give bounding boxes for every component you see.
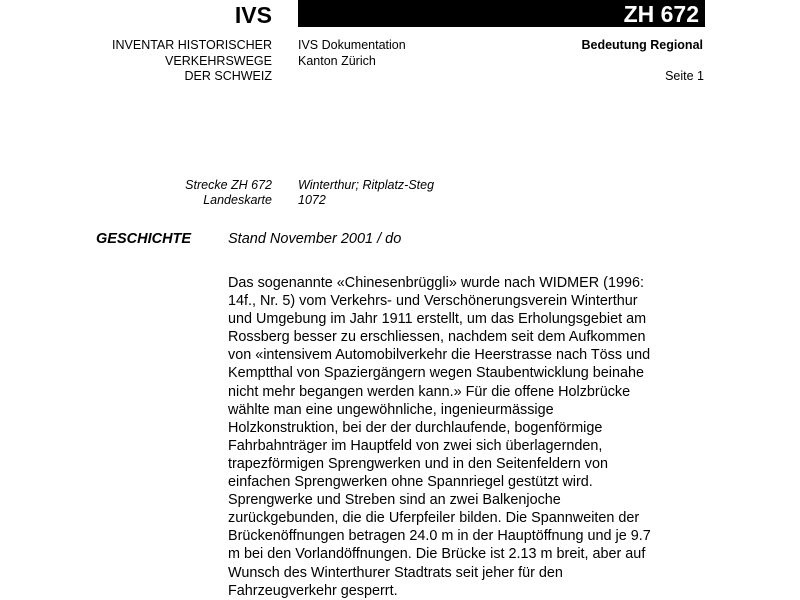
ivs-logo-text: IVS <box>234 2 272 28</box>
body-line: zurückgebunden, die die Uferpfeiler bilden. Die Spannweiten der <box>228 510 640 527</box>
page-number: Seite 1 <box>665 69 704 83</box>
documentation-label: IVS Dokumentation <box>298 38 406 52</box>
significance-label: Bedeutung Regional <box>581 38 703 52</box>
route-meta-values <box>298 178 434 208</box>
landeskarte-value: 1072 <box>298 193 326 207</box>
body-line: 14f., Nr. 5) vom Verkehrs- und Verschönerungsverein Winterthur <box>228 293 638 310</box>
inventar-line: INVENTAR HISTORISCHER <box>112 38 272 52</box>
landeskarte-label: Landeskarte <box>203 193 272 207</box>
body-line: Holzkonstruktion, bei der der durchlaufende, bogenförmige <box>228 419 603 436</box>
body-line: und Umgebung im Jahr 1911 erstellt, um das Erholungsgebiet am <box>228 311 647 328</box>
header-black-bar <box>298 0 705 27</box>
inventar-line: DER SCHWEIZ <box>184 69 272 83</box>
documentation-info-block <box>298 38 406 69</box>
inventar-line: VERKEHRSWEGE <box>165 53 272 68</box>
body-line: Das sogenannte «Chinesenbrüggli» wurde nach WIDMER (1996: <box>228 275 644 291</box>
history-body-text <box>228 274 708 600</box>
body-line: wählte man eine ungewöhnliche, ingenieurmässige <box>228 401 554 418</box>
strecke-label: Strecke ZH 672 <box>185 178 272 192</box>
section-stand-date: Stand November 2001 / do <box>228 231 402 247</box>
inventar-title-block <box>60 38 272 85</box>
body-line: Sprengwerke und Streben sind an zwei Balkenjoche <box>228 492 561 509</box>
body-line: Kemptthal von Spaziergängern wegen Staubentwicklung beinahe <box>228 365 645 382</box>
body-line: Wunsch des Winterthurer Stadtrats seit jeher für den <box>228 564 563 581</box>
canton-label: Kanton Zürich <box>298 53 376 68</box>
route-meta-labels <box>120 178 272 208</box>
route-code: ZH 672 <box>623 1 699 27</box>
body-line: von «intensivem Automobilverkehr die Heerstrasse nach Töss und <box>228 347 651 364</box>
strecke-value: Winterthur; Ritplatz-Steg <box>298 178 435 192</box>
body-line: einfachen Sprengwerken ohne Spannriegel gestützt wird. <box>228 474 593 491</box>
section-heading: GESCHICHTE <box>96 231 192 247</box>
body-line: Fahrbahnträger im Hauptfeld von zwei sich überlagernden, <box>228 437 603 454</box>
body-line: trapezförmigen Sprengwerken und in den Seitenfeldern von <box>228 455 608 472</box>
body-line: Rossberg besser zu erschliessen, nachdem seit dem Aufkommen <box>228 329 646 346</box>
body-line: Brückenöffnungen betragen 24.0 m in der Hauptöffnung und je 9.7 <box>228 528 651 545</box>
body-line: nicht mehr begangen werden kann.» Für die offene Holzbrücke <box>228 383 631 400</box>
body-line: Fahrzeugverkehr gesperrt. <box>228 582 398 599</box>
body-line: m bei den Vorlandöffnungen. Die Brücke ist 2.13 m breit, aber auf <box>228 546 646 563</box>
